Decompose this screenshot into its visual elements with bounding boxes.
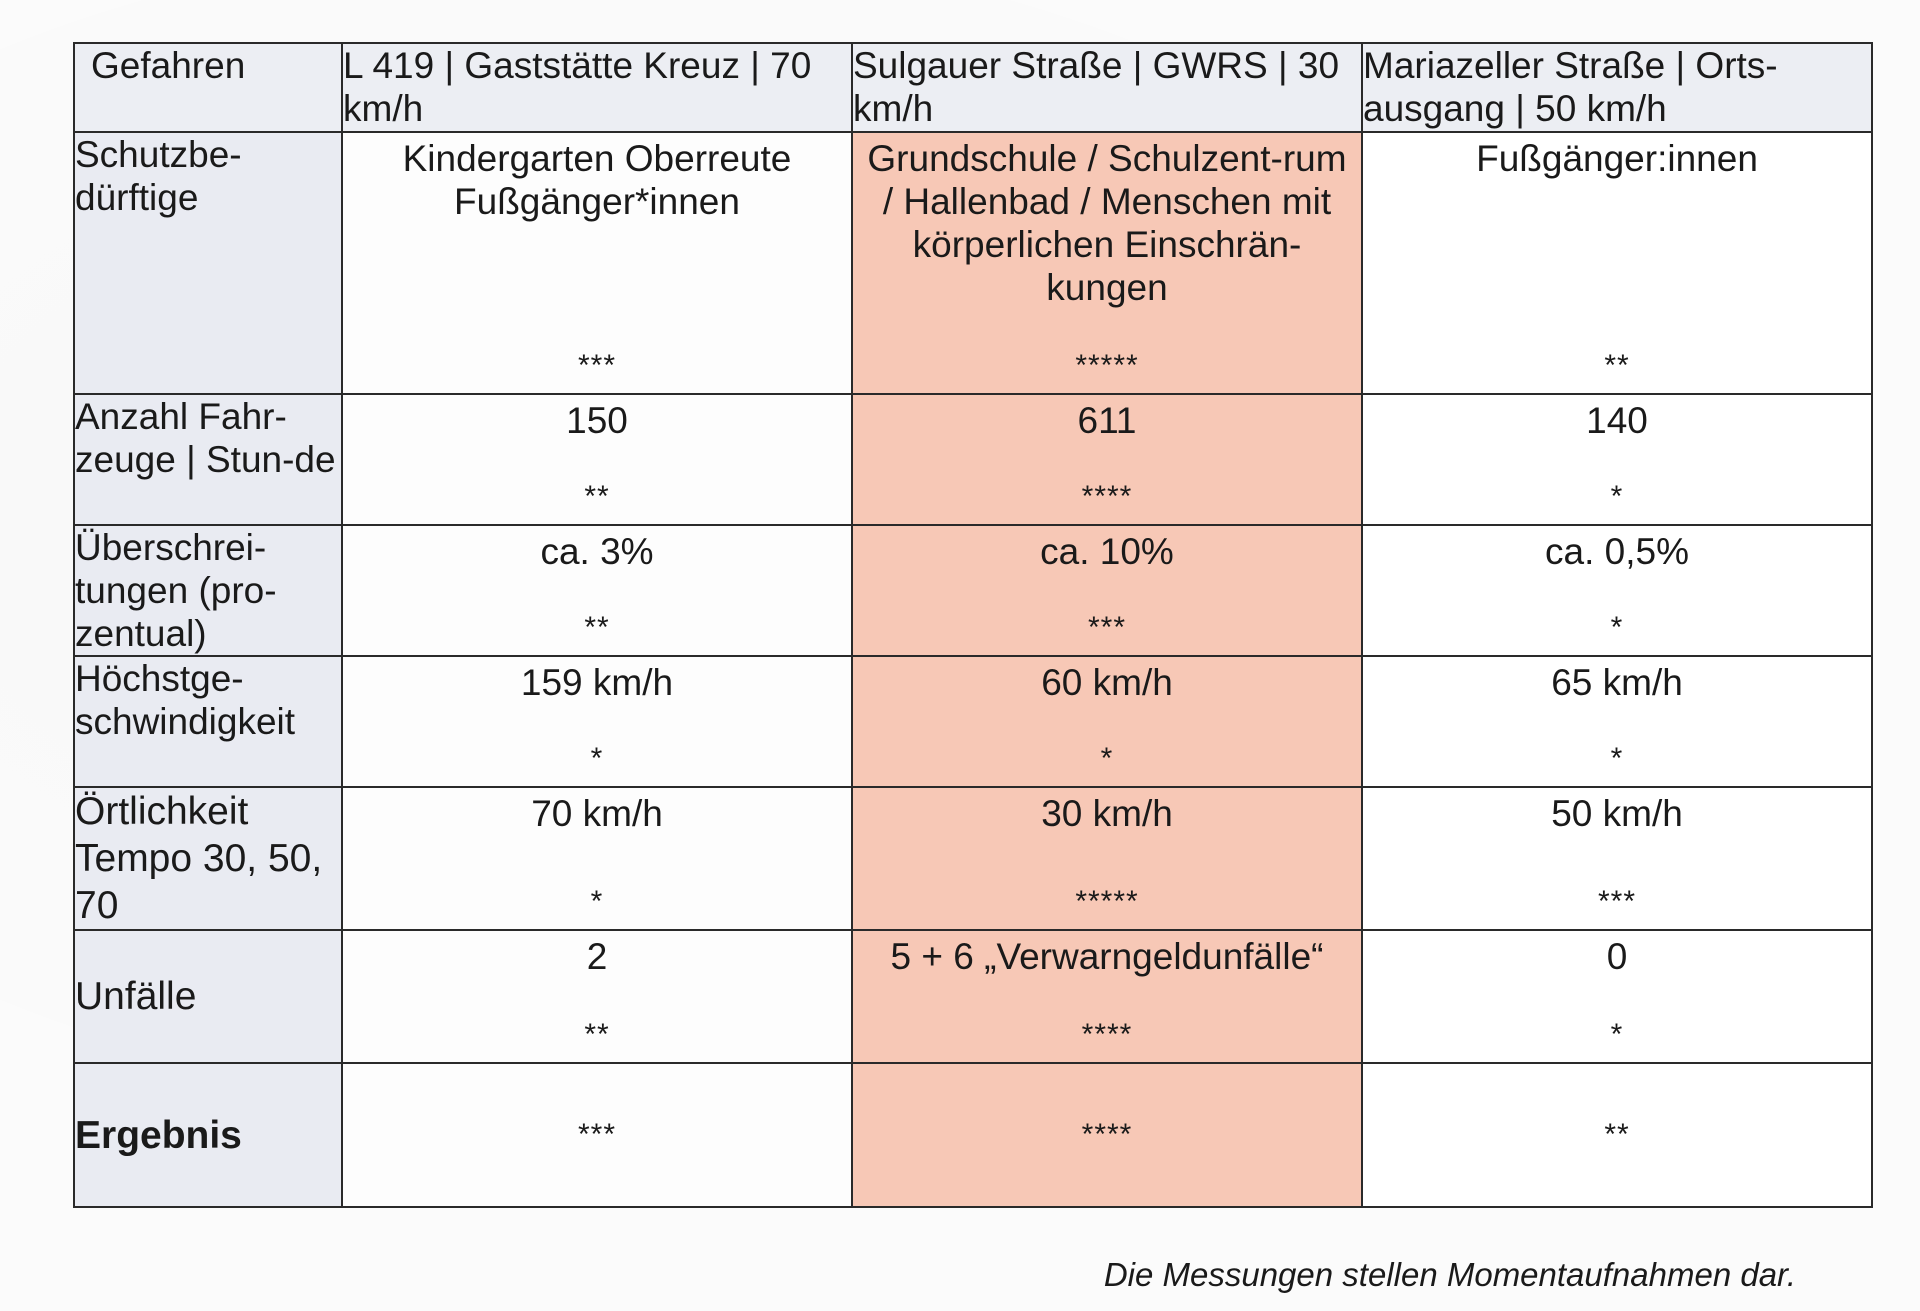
table-cell	[1362, 656, 1872, 787]
star-rating: ****	[1081, 1118, 1133, 1151]
header-mariazeller: Mariazeller Straße | Orts-ausgang | 50 km/h	[1362, 43, 1872, 132]
row-label-ergebnis: Ergebnis	[74, 1063, 342, 1207]
header-gefahren: Gefahren	[74, 43, 342, 132]
row-label-oertlichkeit: Örtlichkeit Tempo 30, 50, 70	[74, 787, 342, 930]
table-cell	[1362, 787, 1872, 930]
star-rating: *	[1610, 742, 1624, 775]
table-cell	[342, 787, 852, 930]
cell-value: 50 km/h	[1551, 793, 1683, 834]
table-cell	[342, 132, 852, 394]
cell-value: 159 km/h	[520, 662, 674, 703]
cell-value: 5 + 6 „Verwarngeldunfälle“	[890, 936, 1324, 977]
table-row	[74, 525, 1872, 656]
table-row	[74, 930, 1872, 1063]
table-cell	[1362, 1063, 1872, 1207]
caption-note: Die Messungen stellen Momentaufnahmen dar.	[1103, 1256, 1796, 1293]
table-cell-highlighted	[852, 1063, 1362, 1207]
star-rating: ***	[577, 349, 617, 382]
star-rating: ***	[1597, 885, 1637, 918]
cell-value: ca. 3%	[540, 531, 654, 572]
table-cell-highlighted	[852, 525, 1362, 656]
table-row	[74, 656, 1872, 787]
star-rating: **	[1604, 1118, 1630, 1151]
star-rating: *****	[1075, 349, 1139, 382]
cell-value: 150	[566, 400, 628, 441]
star-rating: *****	[1075, 885, 1139, 918]
table-cell	[1362, 132, 1872, 394]
cell-value: Kindergarten Oberreute Fußgänger*innen	[402, 138, 792, 222]
star-rating: *	[1100, 742, 1114, 775]
header-l419: L 419 | Gaststätte Kreuz | 70 km/h	[342, 43, 852, 132]
table-row	[74, 1063, 1872, 1207]
table-cell-highlighted	[852, 787, 1362, 930]
star-rating: ***	[577, 1118, 617, 1151]
table-cell	[342, 930, 852, 1063]
table-cell	[1362, 930, 1872, 1063]
star-rating: *	[1610, 480, 1624, 513]
star-rating: ****	[1081, 1018, 1133, 1051]
table-row	[74, 394, 1872, 525]
star-rating: **	[584, 611, 610, 644]
cell-value: 60 km/h	[1041, 662, 1173, 703]
table-cell	[342, 525, 852, 656]
table-header-row	[74, 43, 1872, 132]
star-rating: ****	[1081, 480, 1133, 513]
row-label-unfaelle: Unfälle	[74, 930, 342, 1063]
row-label-hoechstgeschwindigkeit: Höchstge-schwindigkeit	[74, 656, 342, 787]
star-rating: *	[1610, 1018, 1624, 1051]
star-rating: *	[590, 885, 604, 918]
table-cell-highlighted	[852, 132, 1362, 394]
star-rating: *	[1610, 611, 1624, 644]
row-label-schutzbeduerftige: Schutzbe-dürftige	[74, 132, 342, 394]
table-cell	[342, 656, 852, 787]
cell-value: 70 km/h	[531, 793, 663, 834]
cell-value: 611	[1077, 400, 1137, 441]
table-cell-highlighted	[852, 394, 1362, 525]
risk-ranking-table	[73, 42, 1873, 1208]
cell-value: 65 km/h	[1551, 662, 1683, 703]
header-sulgauer: Sulgauer Straße | GWRS | 30 km/h	[852, 43, 1362, 132]
cell-value: 140	[1586, 400, 1648, 441]
star-rating: **	[1604, 349, 1630, 382]
cell-value: ca. 0,5%	[1545, 531, 1689, 572]
star-rating: ***	[1087, 611, 1127, 644]
row-label-ueberschreitungen: Überschrei-tungen (pro-zentual)	[74, 525, 342, 656]
table-cell	[342, 1063, 852, 1207]
row-label-anzahl-fahrzeuge: Anzahl Fahr-zeuge | Stun-de	[74, 394, 342, 525]
cell-value: 2	[586, 936, 608, 977]
star-rating: *	[590, 742, 604, 775]
table-cell-highlighted	[852, 656, 1362, 787]
table-cell	[1362, 394, 1872, 525]
table-cell-highlighted	[852, 930, 1362, 1063]
cell-value: 30 km/h	[1041, 793, 1173, 834]
table-row	[74, 787, 1872, 930]
star-rating: **	[584, 1018, 610, 1051]
cell-value: 0	[1606, 936, 1628, 977]
cell-value: Fußgänger:innen	[1476, 138, 1758, 179]
star-rating: **	[584, 480, 610, 513]
table-row	[74, 132, 1872, 394]
cell-value: Grundschule / Schulzent-rum / Hallenbad / Menschen mit körperlichen Einschrän-kungen	[867, 138, 1347, 308]
table-cell	[1362, 525, 1872, 656]
cell-value: ca. 10%	[1040, 531, 1174, 572]
table-cell	[342, 394, 852, 525]
